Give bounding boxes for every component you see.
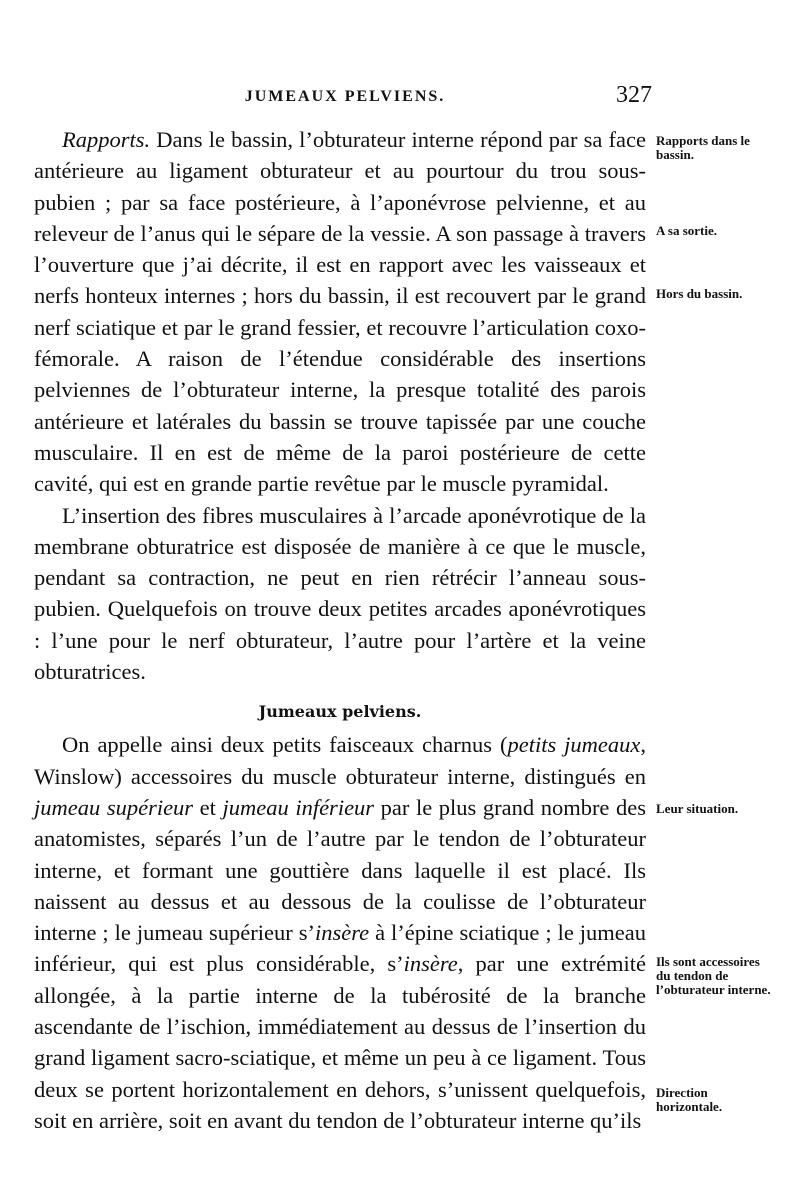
text-run: On appelle ainsi deux petits faisceaux charnus ( [62,732,508,758]
italic-run: insère [403,951,458,977]
text-run: à l’épine sciatique ; le jumeau inférieur, qui est plus considérable, s’ [34,920,647,977]
text-run: par le plus grand nombre des anatomistes, séparés l’un de l’autre par le tendon de l’obturateur interne, et formant une gouttière dans laquelle il est placé. Ils naissent au dessus et au dessous de la coulisse de l’obturateur interne ; le jumeau supérieur s’ [34,794,646,946]
italic-run: jumeau inférieur [222,794,375,820]
margin-note-rapports: Rapports dans le bassin. [656,133,750,162]
running-header [30,82,660,118]
text-run: et [193,794,223,820]
paragraph-lead: Rapports. [62,127,151,152]
body-text [34,124,646,1136]
paragraph-text: Dans le bassin, l’obturateur interne répond par sa face antérieure au ligament obturateur et au pourtour du trou sous-pubien ; par sa face postérieure, à l’aponévrose pelvienne, et au releveur de l’anus qui le sépare de la vessie. A son passage à travers l’ouverture que j’ai décrite, il est en rapport avec les vaisseaux et nerfs honteux internes ; hors du bassin, il est recouvert par le grand nerf sciatique et par le grand fessier, et recouvre l’articulation coxo-fémorale. A raison de l’étendue considérable des insertions pelviennes de l’obturateur interne, la presque totalité des parois antérieure et latérales du bassin se trouve tapissée par une couche musculaire. Il en est de même de la paroi postérieure de cette cavité, qui est en grande partie revêtue par le muscle pyramidal. [34,127,646,497]
italic-run: petits jumeaux [507,732,641,758]
running-title: JUMEAUX PELVIENS. [244,88,446,105]
text-run: , par une extrémité allongée, à la partie interne de la tubérosité de la branche ascendante de l’ischion, immédiatement au dessus de l’insertion du grand ligament sacro-sciatique, et même un peu à ce ligament. Tous deux se portent horizontalement en dehors, s’unissent quelquefois, soit en arrière, soit en avant du tendon de l’obturateur interne qu’ils [34,951,646,1133]
margin-note-accessoires: Ils sont accessoires du tendon de l’obturateur interne. [656,954,771,997]
paragraph-jumeaux [34,729,646,1136]
page-number: 327 [616,82,652,108]
paragraph-insertion: L’insertion des fibres musculaires à l’arcade aponévrotique de la membrane obturatrice est disposée de manière à ce que le muscle, pendant sa contraction, ne peut en rien rétrécir l’anneau sous-pubien. Quelquefois on trouve deux petites arcades aponévrotiques : l’une pour le nerf obturateur, l’autre pour l’artère et la veine obturatrices. [34,502,646,685]
section-title: Jumeaux pelviens. [258,702,422,722]
text-run: , Winslow) accessoires du muscle obturateur interne, distingués en [34,732,646,789]
italic-run: insère [314,920,370,946]
margin-note-direction: Direction horizontale. [656,1085,723,1114]
paragraph-rapports [34,124,646,500]
italic-run: jumeau supérieur [34,794,194,820]
margin-note-situation: Leur situation. [656,801,739,816]
margin-note-hors-bassin: Hors du bassin. [656,286,743,301]
margin-note-sortie: A sa sortie. [656,223,718,238]
